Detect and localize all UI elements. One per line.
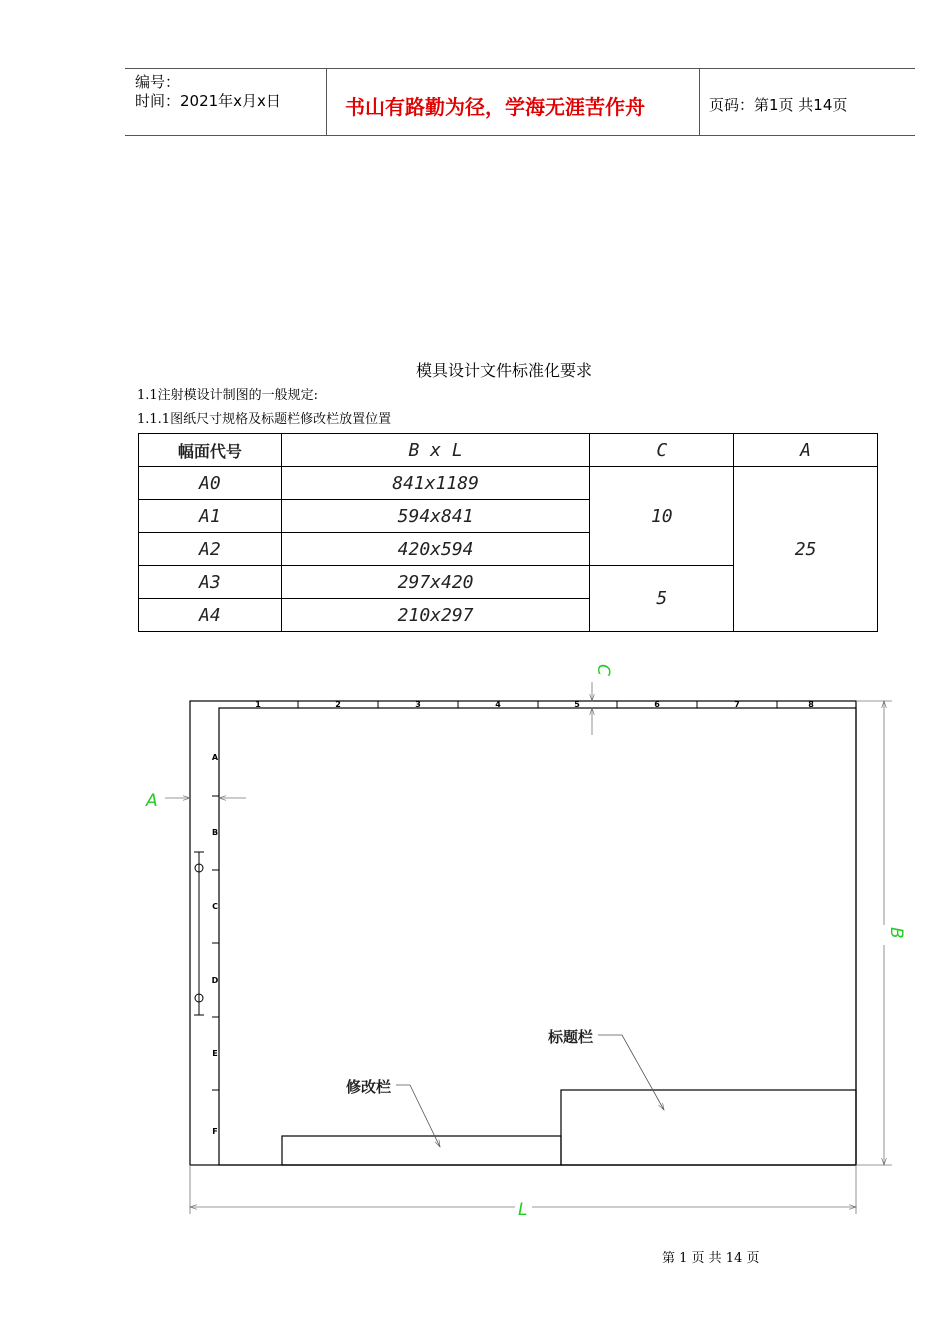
title-block-label: 标题栏 [548,1028,594,1046]
outer-border [190,701,856,1165]
cell-c-large: 10 [590,467,734,566]
cell-size: 841x1189 [281,467,590,500]
inner-frame [219,708,856,1165]
col-number: 7 [734,700,740,709]
cell-code: A0 [139,467,282,500]
cell-size: 594x841 [281,500,590,533]
col-number: 5 [574,700,580,709]
col-number: 2 [335,700,341,709]
col-number: 4 [495,700,501,709]
left-zone-ticks [212,796,219,1090]
cell-code: A1 [139,500,282,533]
revision-block [282,1136,561,1165]
section-heading-1: 1.1注射模设计制图的一般规定: [137,388,319,403]
cell-a: 25 [734,467,878,632]
time-label: 时间：2021年x月x日 [135,92,281,110]
top-zone-ticks [298,701,777,708]
page-info: 页码：第1页 共14页 [709,96,848,114]
row-letter: E [212,1049,218,1058]
section-heading-2: 1.1.1图纸尺寸规格及标题栏修改栏放置位置 [137,412,392,427]
header-cell-c: C [590,434,734,467]
row-letter: F [212,1127,218,1136]
row-letter: B [211,828,219,837]
row-letter: C [212,902,218,911]
cell-code: A4 [139,599,282,632]
dim-b-label: B [886,927,906,939]
header-cell-code: 幅面代号 [139,434,282,467]
page-footer: 第 1 页 共 14 页 [662,1251,760,1266]
dim-c-label: C [593,664,613,676]
leader-lines [396,1035,664,1147]
dim-a-label: A [146,791,158,811]
col-number: 8 [808,700,814,709]
dim-l-label: L [518,1200,528,1220]
header-cell-size: B x L [281,434,590,467]
cell-size: 297x420 [281,566,590,599]
revision-block-label: 修改栏 [346,1078,392,1096]
number-label: 编号： [135,73,181,91]
cell-size: 210x297 [281,599,590,632]
page-title: 模具设计文件标准化要求 [416,361,593,380]
cell-size: 420x594 [281,533,590,566]
cell-c-small: 5 [590,566,734,632]
binding-holes [194,852,204,1015]
row-letters [212,753,219,1136]
row-letter: D [211,976,219,985]
col-number: 3 [415,700,421,709]
col-number: 1 [255,700,261,709]
col-number: 6 [654,700,660,709]
row-letter: A [211,753,219,762]
cell-code: A2 [139,533,282,566]
cell-code: A3 [139,566,282,599]
title-block [561,1090,856,1165]
header-cell-a: A [734,434,878,467]
motto: 书山有路勤为径，学海无涯苦作舟 [345,95,645,119]
